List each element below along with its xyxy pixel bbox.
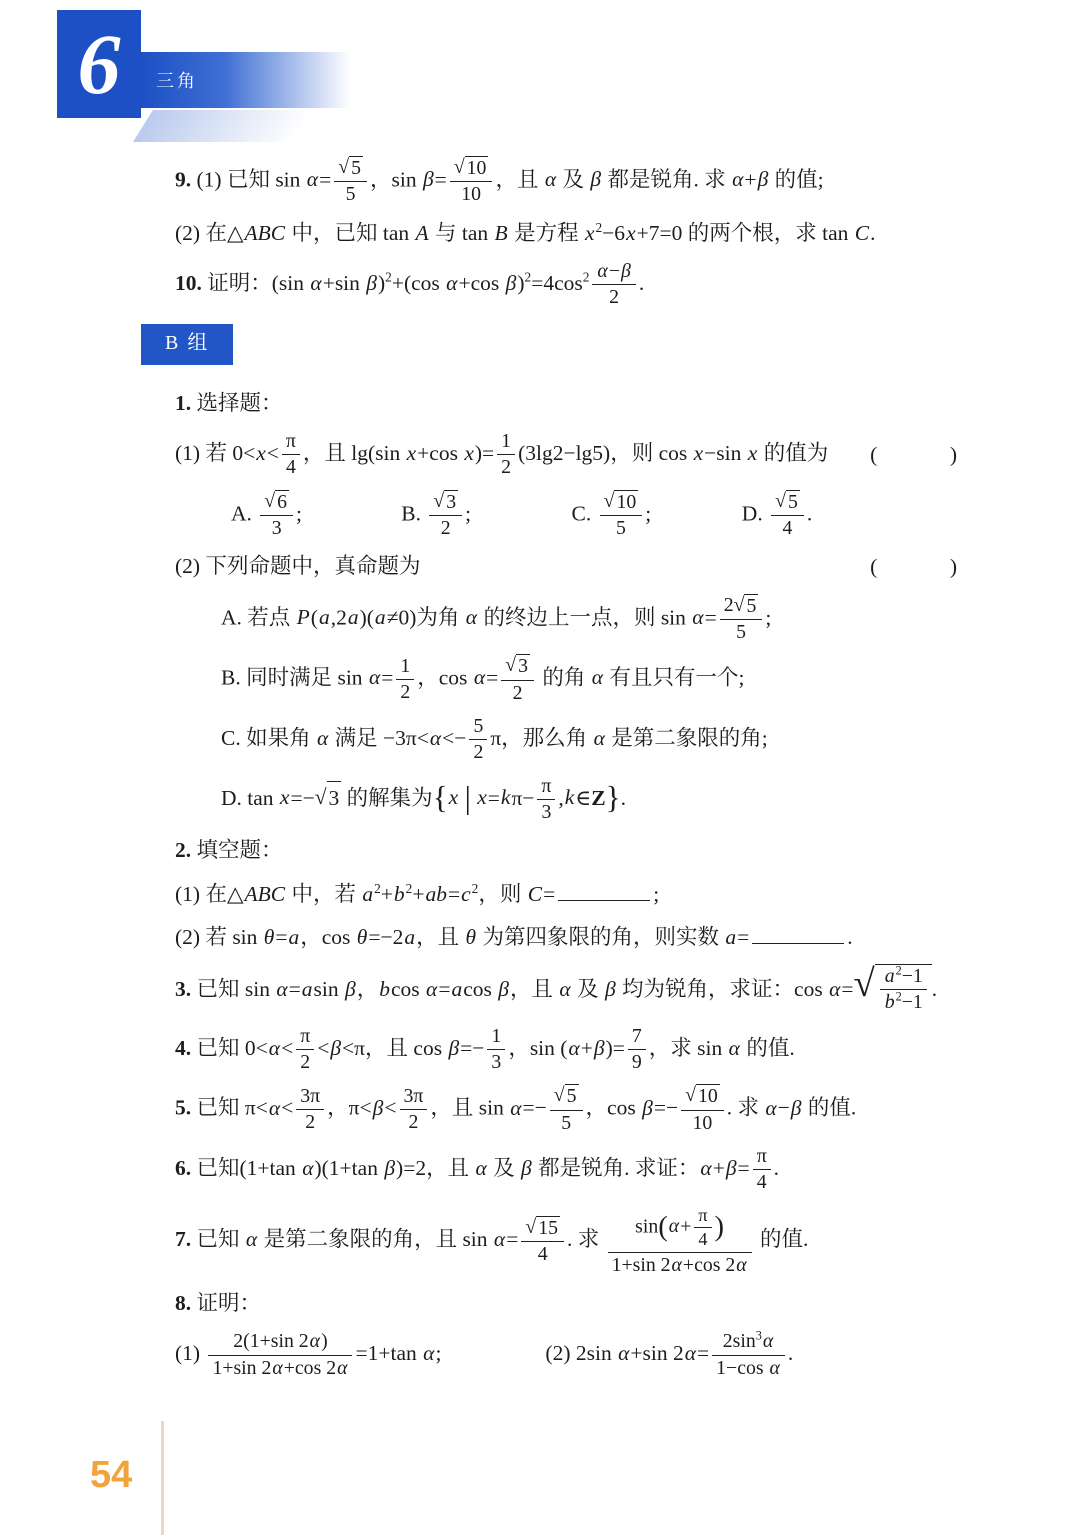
problem-b1-q2-option-c-text: C. 如果角 α 满足 −3π<α<− $\frac{5}{2}$ π，那么角 α 是第二象限的角;: [221, 714, 768, 764]
problem-b1-header-text: 1. 选择题：: [175, 390, 283, 415]
problem-b6: [175, 1145, 967, 1195]
problem-b1-q2-option-a-text: A. 若点 P(a,2a)(a≠0)为角 α 的终边上一点，则 sin α= 2 √ 5 5 ;: [175, 594, 967, 645]
problem-b1-q1: [175, 430, 967, 480]
problem-b1-q1-text: (1) 若 0<x< $\frac{\pi}{4}$ ，且 lg(sin x+cos x)= $\frac{1}{2}$ (3lg2−lg5)，则 cos x−sin x 的值为: [175, 429, 829, 479]
problem-b8-parts: [175, 1330, 967, 1380]
problem-9-part-1: [175, 156, 967, 207]
problem-b8-header: [175, 1287, 967, 1320]
problem-b4-text: 4. 已知 0<α< $\frac{\pi}{2}$ <β<π，且 cos β=− $\frac{1}{3}$ ，sin (α+β)= $\frac{7}{9}$ ，求 sin α 的值.: [175, 1024, 795, 1074]
chapter-band: [141, 52, 379, 108]
problem-9-part-2: [175, 217, 967, 250]
problem-b1-q1-options-text: A. √ $\frac{6}{3}$ ; B. √ $\frac{3}{2}$ ; C. √ $\frac{10}{5}$ ; D. √ $\frac{5}{4}$ .: [175, 490, 912, 541]
problem-b1-q2-option-c: [175, 715, 967, 765]
problem-b8-parts-text: (1) $\frac{2(1+\sin 2\alpha)}{1+\sin 2\alpha+\cos 2\alpha}$ =1+tan α; (2) 2sin α+sin 2α= $\frac{2\sin^3\alpha}{\text{1−cos α}}$ .: [175, 1328, 794, 1379]
problem-b1-q2-option-b: [175, 654, 967, 705]
problem-10: [175, 260, 967, 310]
problem-b1-q1-options: [175, 490, 967, 541]
chapter-number: 6: [77, 16, 121, 112]
problem-b7-text: 7. 已知 α 是第二象限的角，且 sin α= √ $\frac{15}{4}$ . 求 sin(α+ $\frac{\pi}{4}$ ) 1+sin 2α+cos 2α 的值.: [175, 1205, 808, 1277]
problem-b2-blank-1-text: (1) 在△ABC 中，若 $a^2+b^2+ab=c^2$，则 C= ;: [175, 878, 659, 911]
answer-bracket: ( ): [870, 442, 959, 467]
problem-b2-blank-2-text: (2) 若 sin θ=a，cos θ=−2a，且 θ 为第四象限的角，则实数 a= .: [175, 921, 853, 954]
problem-b4: [175, 1025, 967, 1075]
answer-bracket: ( ): [870, 554, 959, 579]
problem-b2-blank-1: [175, 878, 967, 911]
problem-b7: [175, 1205, 967, 1277]
chapter-header: [57, 10, 457, 160]
page-number: 54: [90, 1454, 133, 1496]
problem-b2-header-text: 2. 填空题：: [175, 838, 283, 863]
group-b-badge-text: B 组: [141, 324, 233, 365]
problem-b5-text: 5. 已知 π<α< $\frac{3\pi}{2}$ ，π<β< $\frac{3\pi}{2}$ ，且 sin α=− √ $\frac{5}{5}$ ，cos β=− √ $\frac{10}{10}$ . 求 α−β 的值.: [175, 1084, 856, 1135]
problem-b1-q2-option-d: [175, 775, 967, 825]
problem-10-text: 10. 证明：(sin α+sin β)$^2$+(cos α+cos $\beta)^2=4\cos^2$ $\frac{\alpha-\beta}{2}$ .: [175, 259, 645, 309]
problem-list: [165, 156, 967, 1390]
problem-b2-blank-2: [175, 921, 967, 954]
problem-b6-text: 6. 已知(1+tan α)(1+tan β)=2，且 α 及 β 都是锐角. 求证：α+β= $\frac{\pi}{4}$ .: [175, 1145, 780, 1194]
problem-b1-q2-option-d-text: D. tan x=− √ 3 的解集为{x | x=kπ− $\frac{\pi}{3}$ ,k∈Z}.: [175, 775, 967, 825]
chapter-box-shadow: [133, 110, 313, 142]
problem-b3-text: 3. 已知 sin α=asin β，bcos α=acos β，且 α 及 β 均为锐角，求证：cos α= √ $\frac{a^2-1}{b^2-1}$ .: [175, 964, 937, 1015]
group-b-badge: [141, 324, 967, 365]
problem-b5: [175, 1084, 967, 1135]
chapter-title: 三角: [156, 71, 198, 91]
problem-b2-header: [175, 834, 967, 867]
problem-b8-header-text: 8. 证明：: [175, 1291, 262, 1316]
problem-9-part-2-text: (2) 在△ABC 中，已知 tan A 与 tan B 是方程 $x^2-6x+7=0$ 的两个根，求 tan C.: [175, 219, 876, 245]
chapter-number-box: [57, 10, 141, 118]
problem-b1-q2: [175, 550, 967, 583]
problem-b1-q2-option-a: [175, 594, 967, 645]
problem-b1-q2-text: (2) 下列命题中，真命题为: [175, 554, 421, 579]
footer-rule: [161, 1421, 164, 1535]
problem-b1-q2-option-b-text: B. 同时满足 sin α= $\frac{1}{2}$ ，cos α= √ $\frac{3}{2}$ 的角 α 有且只有一个;: [175, 654, 967, 705]
problem-b1-header: [175, 387, 967, 420]
problem-b3: [175, 964, 967, 1015]
problem-9-part-1-text: 9. (1) 已知 sin α= √ $\frac{5}{5}$ ，sin β= √ $\frac{10}{10}$ ，且 α 及 β 都是锐角. 求 α+β 的值;: [175, 156, 824, 207]
